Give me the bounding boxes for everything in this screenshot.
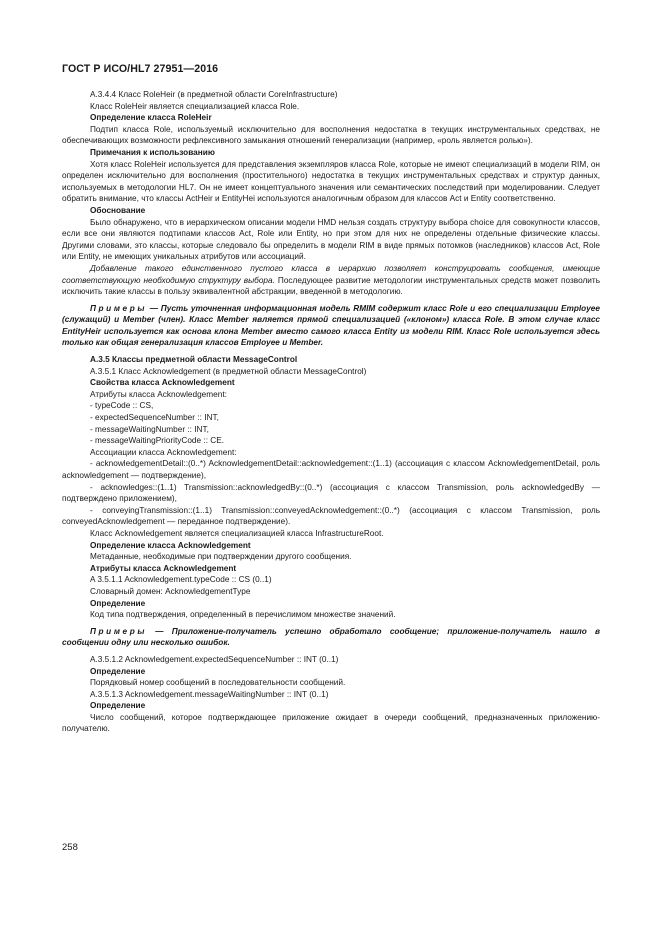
paragraph: Атрибуты класса Acknowledgement: (90, 389, 227, 399)
text: Последующее развитие методологии инструментальных средств может позволить исключить такие классы в пользу эквивалентной абстракции, введенной в методологию. (62, 275, 600, 297)
paragraph: Словарный домен: AcknowledgementType (90, 586, 251, 596)
subheading: Атрибуты класса Acknowledgement (90, 563, 237, 573)
section-heading-a3-4-4: A.3.4.4 Класс RoleHeir (в предметной области CoreInfrastructure) (90, 90, 338, 99)
list-item: - expectedSequenceNumber :: INT, (90, 413, 219, 423)
paragraph: Метаданные, необходимые при подтверждении другого сообщения. (90, 552, 352, 562)
list-item: - acknowledgementDetail::(0..*) AcknowledgementDetail::acknowledgement::(1..1) (ассоциация с классом AcknowledgementDetail, роль acknowledgement — подтверждение), (62, 459, 600, 480)
example-text: — Пусть уточненная информационная модель RMIM содержит класс Role и его специализации Employee (служащий) и Member (член). Класс Member является прямой специализацией («клоном») класса Role. В этом случае класс EntityHeir используется как основа клона Member вместо самого класса Entity из модели RIM. Класс Role используется здесь только как общая генерализация классов Employee и Member. (62, 303, 600, 348)
page-content (62, 89, 600, 735)
subheading: Примечания к использованию (90, 147, 215, 157)
paragraph: Число сообщений, которое подтверждающее приложение ожидает в очереди сообщений, предназначенных приложению-получателю. (62, 712, 600, 734)
list-item: - messageWaitingNumber :: INT, (90, 424, 209, 434)
paragraph: A.3.5.1.2 Acknowledgement.expectedSequenceNumber :: INT (0..1) (90, 654, 339, 664)
example-text: — Приложение-получатель успешно обработало сообщение; приложение-получатель нашло в сообщении одну или несколько ошибок. (62, 626, 600, 648)
paragraph: Подтип класса Role, используемый исключительно для восполнения недостатка в текущих инструментальных средствах, не обеспечивающих возможности рефлексивного замыкания отношений генерализации (например, «роль является ролью»). (62, 124, 600, 146)
paragraph: A 3.5.1.1 Acknowledgement.typeCode :: CS (0..1) (90, 575, 272, 585)
document-header: ГОСТ Р ИСО/HL7 27951—2016 (62, 63, 219, 75)
paragraph: Код типа подтверждения, определенный в перечислимом множестве значений. (90, 610, 396, 620)
example-label: Примеры (90, 303, 147, 313)
subheading: Определение (90, 666, 146, 676)
paragraph: Порядковый номер сообщений в последовательности сообщений. (90, 678, 346, 688)
list-item: - typeCode :: CS, (90, 401, 154, 411)
paragraph: Было обнаружено, что в иерархическом описании модели HMD нельзя создать структуру выбора choice для совокупности классов, если все они являются подтипами классов Act, Role или Entity, но при этом для них не определены отдельные физические классы. Другими словами, это классы, которые следовало бы определить в модели RIM в виде прямых потомков (наследников) классов Act, Role или Entity, не имеющих уникальных атрибутов или ассоциаций. (62, 217, 600, 262)
paragraph: Хотя класс RoleHeir используется для представления экземпляров класса Role, которые не имеют специализаций в модели RIM, он определен исключительно для восполнения (простительного) недостатка в текущих инструментальных средствах и структур данных, используемых в методологии HL7. Он не имеет концептуального значения или семантических последствий при моделировании. Следует обратить внимание, что классы ActHeir и EntityHei используются аналогичным образом для классов Act и Entity соответственно. (62, 159, 600, 204)
paragraph: Класс RoleHeir является специализацией класса Role. (90, 101, 300, 111)
list-item: - conveyingTransmission::(1..1) Transmission::conveyedAcknowledgement::(0..*) (ассоциация с классом Transmission, роль conveyedAcknowledgement — переданное подтверждение). (62, 505, 600, 527)
section-heading-a3-5: A.3.5 Классы предметной области MessageControl (90, 355, 298, 365)
list-item: - messageWaitingPriorityCode :: CE. (90, 436, 225, 446)
subheading: Определение (90, 701, 146, 711)
subheading: Определение класса Acknowledgement (90, 540, 251, 550)
paragraph: Класс Acknowledgement является специализацией класса InfrastructureRoot. (90, 528, 384, 538)
paragraph (62, 263, 600, 298)
paragraph: Ассоциации класса Acknowledgement: (90, 447, 237, 457)
subheading: Свойства класса Acknowledgement (90, 378, 235, 388)
page-number: 258 (62, 842, 78, 853)
subheading: Определение (90, 598, 146, 608)
subheading: Обоснование (90, 205, 146, 215)
example-paragraph (62, 303, 600, 349)
example-paragraph (62, 626, 600, 649)
subheading: Определение класса RoleHeir (90, 113, 212, 123)
paragraph: A.3.5.1.3 Acknowledgement.messageWaitingNumber :: INT (0..1) (90, 689, 329, 699)
list-item: - acknowledges::(1..1) Transmission::acknowledgedBy::(0..*) (ассоциация с классом Transmission, роль acknowledgedBy — подтверждено приложением), (62, 482, 600, 504)
italic-text: Добавление такого единственного пустого класса в иерархию позволяет конструировать сообщения, имеющие соответствующую необходимую структуру выбора. (62, 263, 600, 285)
example-label: Примеры (90, 626, 147, 636)
paragraph: A.3.5.1 Класс Acknowledgement (в предметной области MessageControl) (90, 366, 367, 376)
